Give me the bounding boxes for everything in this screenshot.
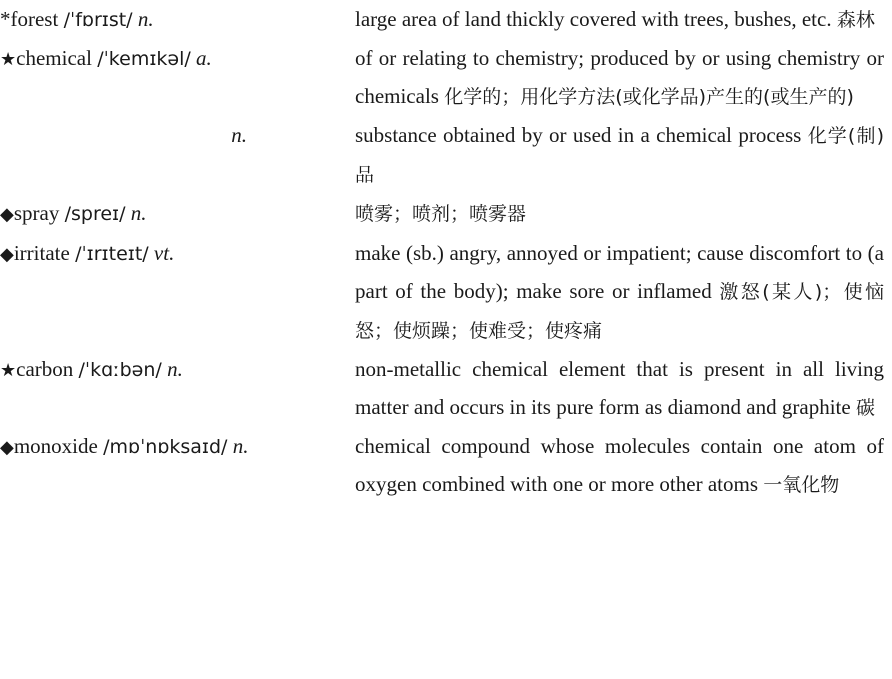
asterisk-marker-icon: *	[0, 7, 11, 31]
part-of-speech: n.	[232, 434, 249, 458]
headword	[0, 194, 355, 234]
word: carbon	[16, 357, 74, 381]
pronunciation: /ˈfɒrɪst/	[63, 9, 133, 31]
part-of-speech: a.	[196, 46, 212, 70]
definition: large area of land thickly covered with trees, bushes, etc.	[355, 7, 832, 31]
headword	[0, 350, 355, 390]
entry-forest	[0, 0, 892, 39]
headword	[0, 39, 355, 79]
part-of-speech: vt.	[153, 241, 175, 265]
chinese-translation: 一氧化物	[763, 474, 840, 496]
definition: of or relating to chemistry; produced by or using chemistry or chemicals	[355, 46, 884, 108]
definition-block	[355, 427, 884, 504]
definition: non-metallic chemical element that is present in all living matter and occurs in its pure form as diamond and graphite	[355, 357, 884, 419]
pronunciation: /ˈɪrɪteɪt/	[75, 243, 149, 265]
part-of-speech: n.	[130, 201, 147, 225]
definition: make (sb.) angry, annoyed or impatient; cause discomfort to (a part of the body); make sore or inflamed	[355, 241, 884, 303]
diamond-marker-icon: ◆	[0, 437, 14, 458]
diamond-marker-icon: ◆	[0, 244, 14, 265]
entry-chemical-adjective	[0, 39, 892, 116]
word: monoxide	[13, 434, 98, 458]
headword	[0, 427, 355, 467]
entry-spray	[0, 194, 892, 234]
headword	[0, 0, 355, 39]
pronunciation: /mɒˈnɒksaɪd/	[103, 436, 228, 458]
entry-carbon	[0, 350, 892, 427]
chinese-translation: 化学(制)品	[355, 125, 884, 186]
part-of-speech: n.	[137, 7, 154, 31]
definition: substance obtained by or used in a chemical process	[355, 123, 802, 147]
definition-block	[355, 194, 884, 233]
entry-chemical-noun	[0, 116, 892, 194]
headword	[0, 234, 355, 274]
word: chemical	[16, 46, 92, 70]
star-marker-icon: ★	[0, 49, 17, 70]
chinese-translation: 森林	[836, 9, 875, 31]
entry-irritate	[0, 234, 892, 350]
definition: chemical compound whose molecules contain one atom of oxygen combined with one or more other atoms	[355, 434, 884, 496]
chinese-translation: 碳	[855, 397, 875, 419]
chinese-translation: 喷雾；喷剂；喷雾器	[355, 203, 527, 225]
pronunciation: /ˈkɑːbən/	[78, 359, 162, 381]
word: forest	[10, 7, 59, 31]
pronunciation: /ˈkemɪkəl/	[97, 48, 191, 70]
definition-block	[355, 116, 884, 194]
word: spray	[13, 201, 60, 225]
definition-block	[355, 39, 884, 116]
definition-block	[355, 0, 884, 39]
chinese-translation: 激怒(某人)；使恼怒；使烦躁；使难受；使疼痛	[355, 281, 885, 342]
word: irritate	[13, 241, 70, 265]
pronunciation: /spreɪ/	[64, 203, 126, 225]
definition-block	[355, 234, 884, 350]
part-of-speech: n.	[231, 123, 247, 147]
definition-block	[355, 350, 884, 427]
diamond-marker-icon: ◆	[0, 204, 14, 225]
headword	[0, 116, 355, 154]
part-of-speech: n.	[167, 357, 183, 381]
star-marker-icon: ★	[0, 360, 17, 381]
chinese-translation: 化学的；用化学方法(或化学品)产生的(或生产的)	[444, 86, 854, 108]
entry-monoxide	[0, 427, 892, 504]
